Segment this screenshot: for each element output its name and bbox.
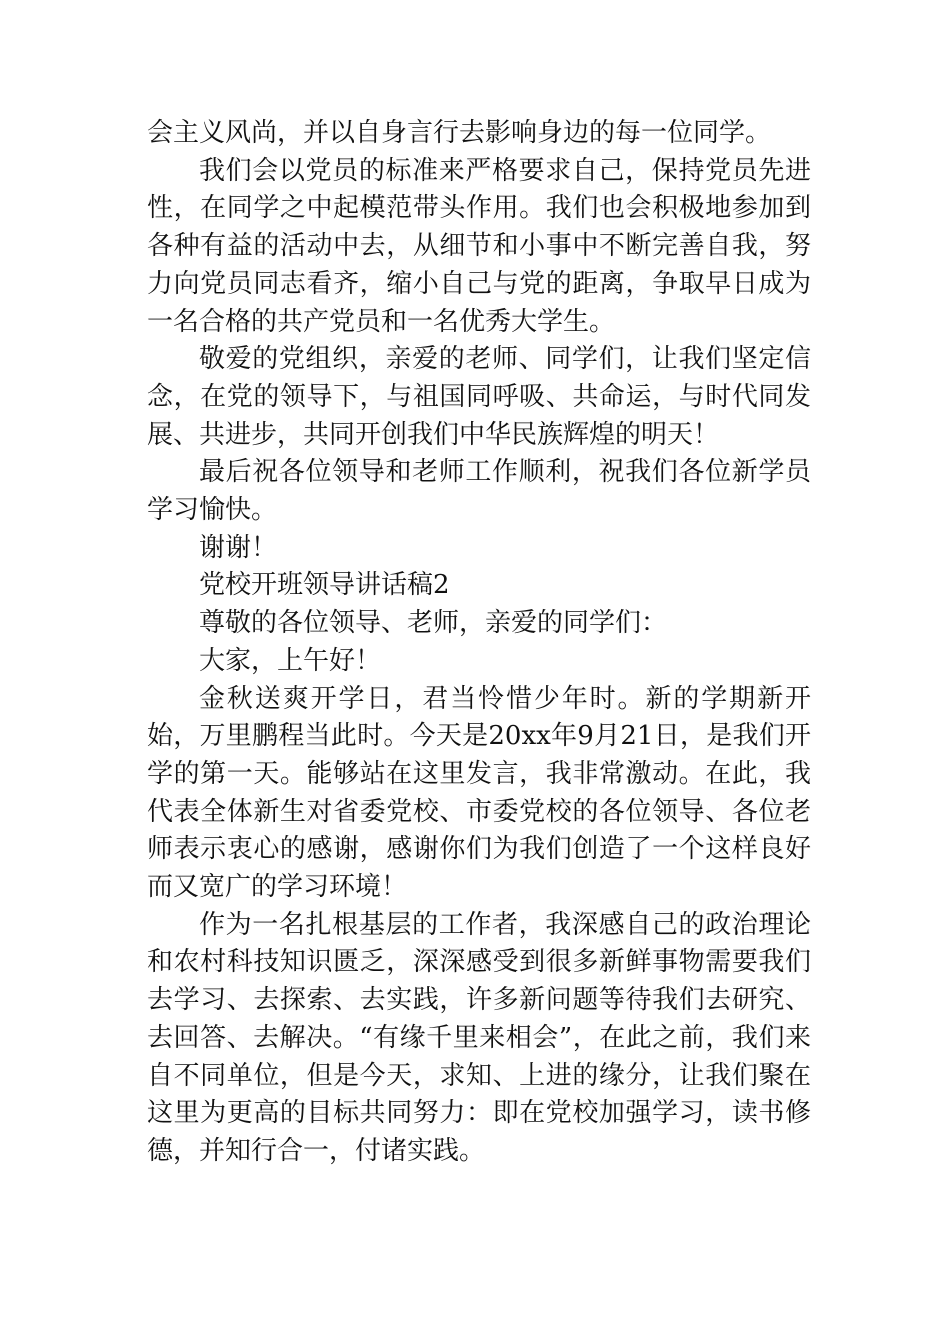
paragraph-10: 作为一名扎根基层的工作者，我深感自己的政治理论和农村科技知识匮乏，深深感受到很多新鲜事物需要我们去学习、去探索、去实践，许多新问题等待我们去研究、去回答、去解决。“有缘千里来相会”，在此之前，我们来自不同单位，但是今天，求知、上进的缘分，让我们聚在这里为更高的目标共同努力：即在党校加强学习，读书修德，并知行合一，付诸实践。	[147, 909, 811, 1166]
paragraph-1: 会主义风尚，并以自身言行去影响身边的每一位同学。	[147, 118, 772, 148]
paragraph-thanks: 谢谢！	[199, 532, 278, 563]
section-title: 党校开班领导讲话稿2	[199, 570, 450, 601]
document-body	[147, 115, 811, 1171]
paragraph-3: 敬爱的党组织，亲爱的老师、同学们，让我们坚定信念，在党的领导下，与祖国同呼吸、共命运，与时代同发展、共进步，共同开创我们中华民族辉煌的明天！	[147, 344, 811, 450]
paragraph-9: 金秋送爽开学日，君当怜惜少年时。新的学期新开始，万里鹏程当此时。今天是20xx年9月21日，是我们开学的第一天。能够站在这里发言，我非常激动。在此，我代表全体新生对省委党校、市委党校的各位领导、各位老师表示衷心的感谢，感谢你们为我们创造了一个这样良好而又宽广的学习环境！	[147, 683, 811, 903]
paragraph-4: 最后祝各位领导和老师工作顺利，祝我们各位新学员学习愉快。	[147, 457, 811, 526]
salutation: 尊敬的各位领导、老师，亲爱的同学们：	[199, 608, 668, 639]
paragraph-2: 我们会以党员的标准来严格要求自己，保持党员先进性，在同学之中起模范带头作用。我们也会积极地参加到各种有益的活动中去，从细节和小事中不断完善自我，努力向党员同志看齐，缩小自己与党的距离，争取早日成为一名合格的共产党员和一名优秀大学生。	[147, 155, 811, 337]
greeting: 大家，上午好！	[199, 645, 382, 676]
